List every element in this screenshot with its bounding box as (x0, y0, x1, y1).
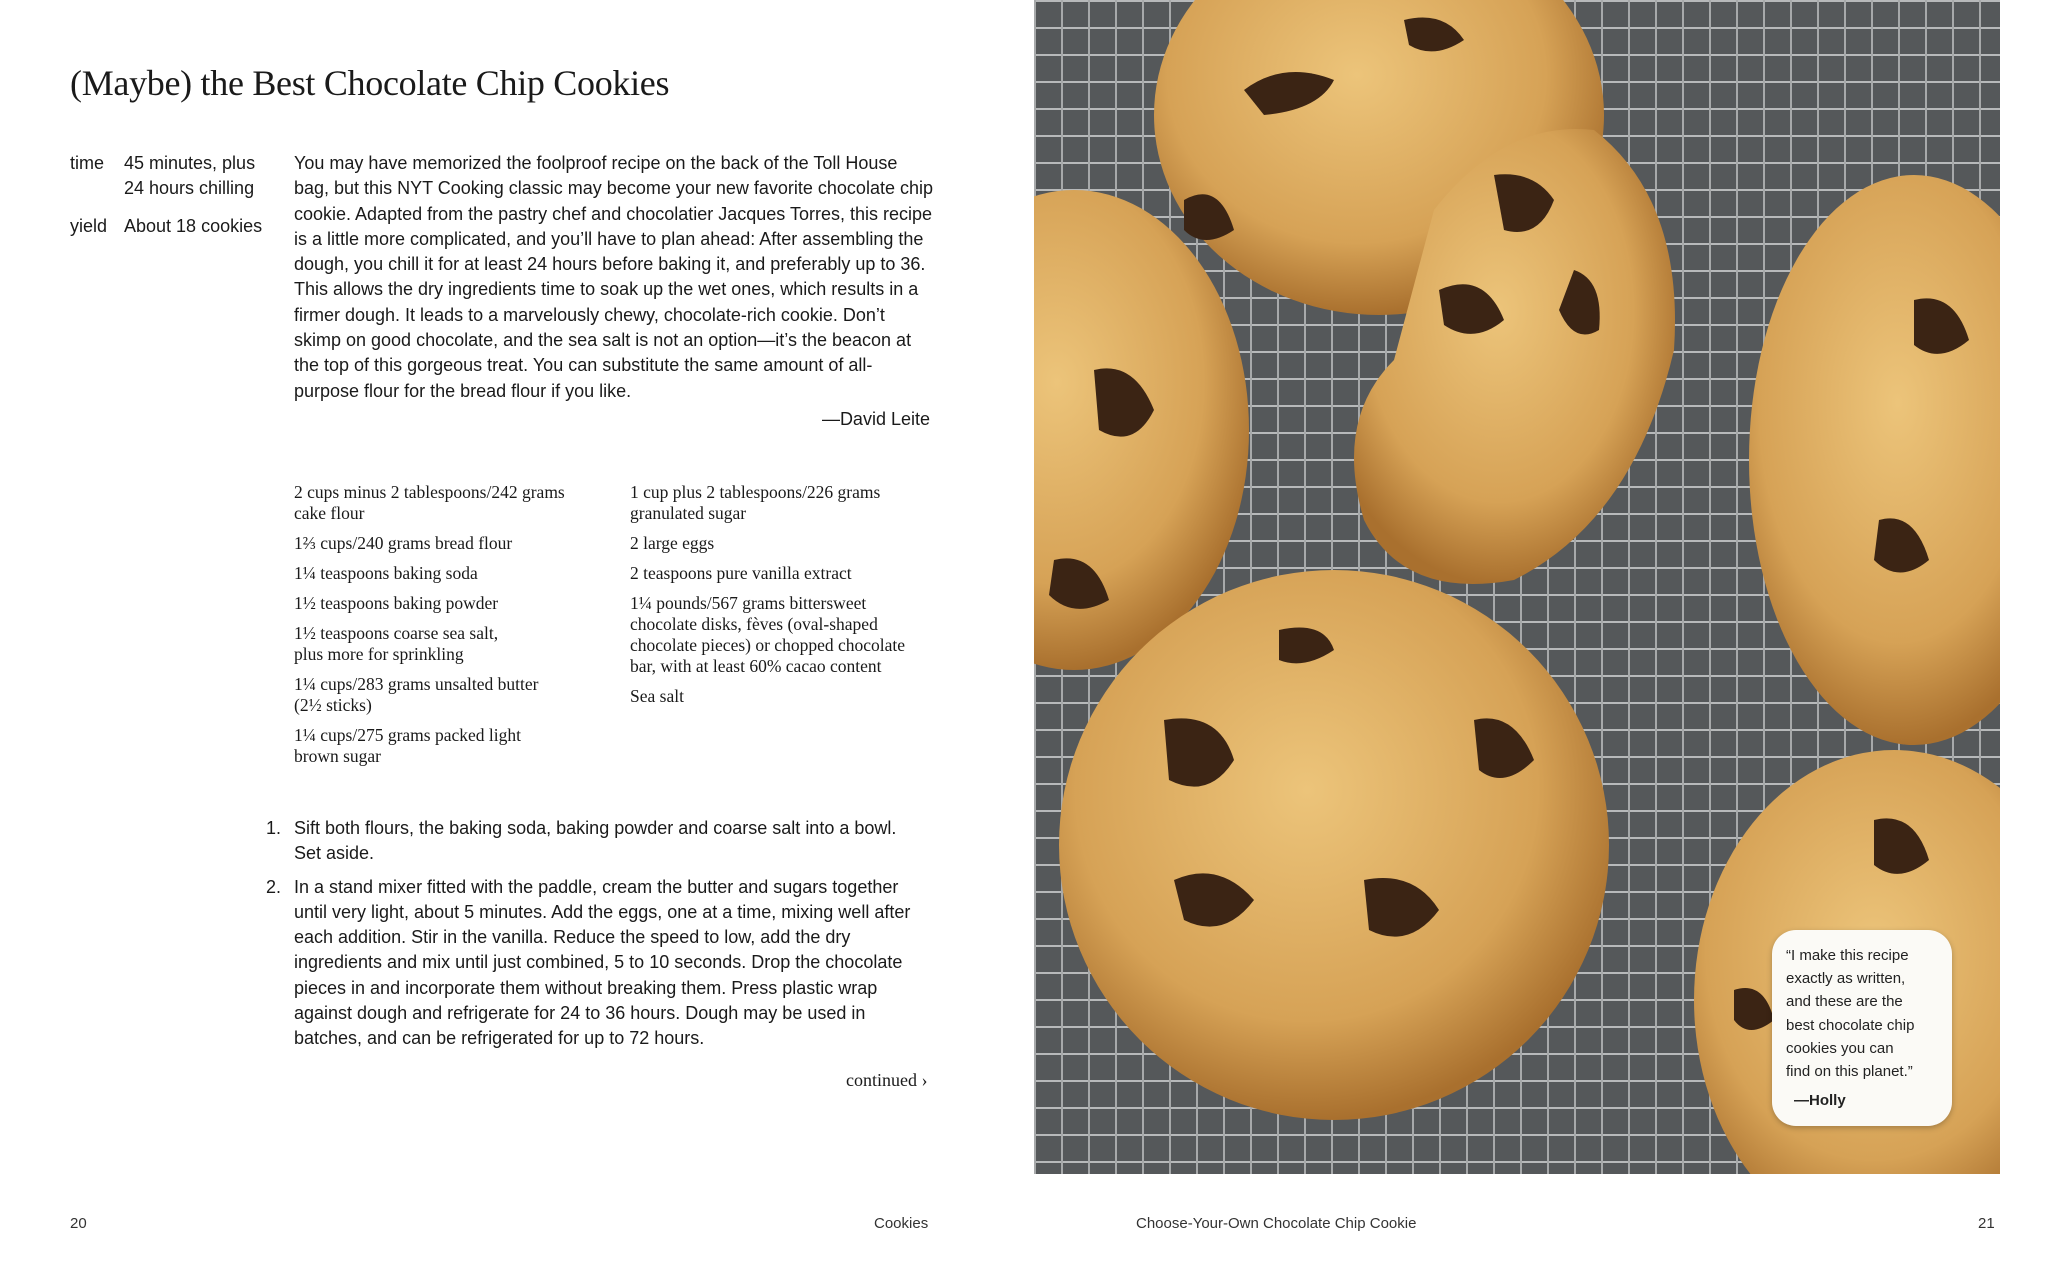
time-label: time (70, 153, 105, 173)
recipe-steps (264, 816, 924, 1060)
step-item (264, 816, 924, 867)
ingredient-item: 2 large eggs (630, 533, 715, 553)
time-value: 45 minutes, plus 24 hours chilling (124, 153, 256, 198)
left-page-number: 20 (70, 1215, 87, 1232)
ingredients-right-column (630, 482, 930, 716)
ingredient-item: 2 cups minus 2 tablespoons/242 grams cake flour (294, 482, 565, 523)
continued-link[interactable]: continued › (846, 1070, 928, 1090)
step-text: Sift both flours, the baking soda, baking powder and coarse salt into a bowl. Set aside. (294, 818, 897, 864)
ingredient-item: 1¼ cups/283 grams unsalted butter (2½ sticks) (294, 674, 539, 715)
step-number: 2. (266, 876, 282, 897)
ingredient-item: 1½ teaspoons baking powder (294, 593, 499, 613)
recipe-title: (Maybe) the Best Chocolate Chip Cookies (70, 63, 670, 103)
right-page-number: 21 (1978, 1215, 1995, 1232)
yield-label: yield (70, 216, 108, 236)
ingredient-item: 1⅔ cups/240 grams bread flour (294, 533, 513, 553)
step-text: In a stand mixer fitted with the paddle, cream the butter and sugars together until very light, about 5 minutes. Add the eggs, one at a time, mixing well after each addition. Stir in the vanilla. Reduce the speed to low, add the dry ingredients and mix until just combined, 5 to 10 seconds. Drop the chocolate pieces in and incorporate them without breaking them. Press plastic wrap against dough and refrigerate for 24 to 36 hours. Dough may be used in batches, and can be refrigerated for up to 72 hours. (294, 876, 911, 1049)
ingredient-item: 1¼ pounds/567 grams bittersweet chocolate disks, fèves (oval-shaped chocolate pieces) or chopped chocolate bar, with at least 60% cacao content (630, 593, 906, 676)
ingredient-item: 1 cup plus 2 tablespoons/226 grams granulated sugar (630, 482, 881, 523)
quote-text: “I make this recipe exactly as written, and these are the best chocolate chip cookies you can find on this planet.” (1786, 947, 1915, 1081)
recipe-intro: You may have memorized the foolproof recipe on the back of the Toll House bag, but this NYT Cooking classic may become your new favorite chocolate chip cookie. Adapted from the pastry chef and chocolatier Jacques Torres, this recipe is a little more complicated, and you’ll have to plan ahead: After assembling the dough, you chill it for at least 24 hours before baking it, and preferably up to 36. This allows the dry ingredients time to soak up the wet ones, which results in a firmer dough. It leads to a marvelously chewy, chocolate-rich cookie. Don’t skimp on good chocolate, and the sea salt is not an option—it’s the beacon at the top of this gorgeous treat. You can substitute the same amount of all-purpose flour for the bread flour if you like. (294, 153, 933, 401)
ingredient-item: 1¼ cups/275 grams packed light brown sugar (294, 725, 521, 766)
ingredient-item: 1¼ teaspoons baking soda (294, 563, 478, 583)
reader-quote-card (1772, 930, 1952, 1126)
step-item (264, 875, 924, 1052)
quote-author: —Holly (1794, 1092, 1846, 1109)
right-section-name: Choose-Your-Own Chocolate Chip Cookie (1136, 1215, 1417, 1232)
left-section-name: Cookies (874, 1215, 929, 1232)
ingredient-item: 2 teaspoons pure vanilla extract (630, 563, 852, 583)
ingredient-item: 1½ teaspoons coarse sea salt, plus more for sprinkling (294, 623, 499, 664)
yield-value: About 18 cookies (124, 216, 263, 236)
step-number: 1. (266, 818, 282, 838)
ingredients-left-column (294, 482, 604, 776)
cookie-center (1059, 570, 1609, 1120)
ingredient-item: Sea salt (630, 686, 684, 706)
author-byline: —David Leite (821, 409, 930, 429)
